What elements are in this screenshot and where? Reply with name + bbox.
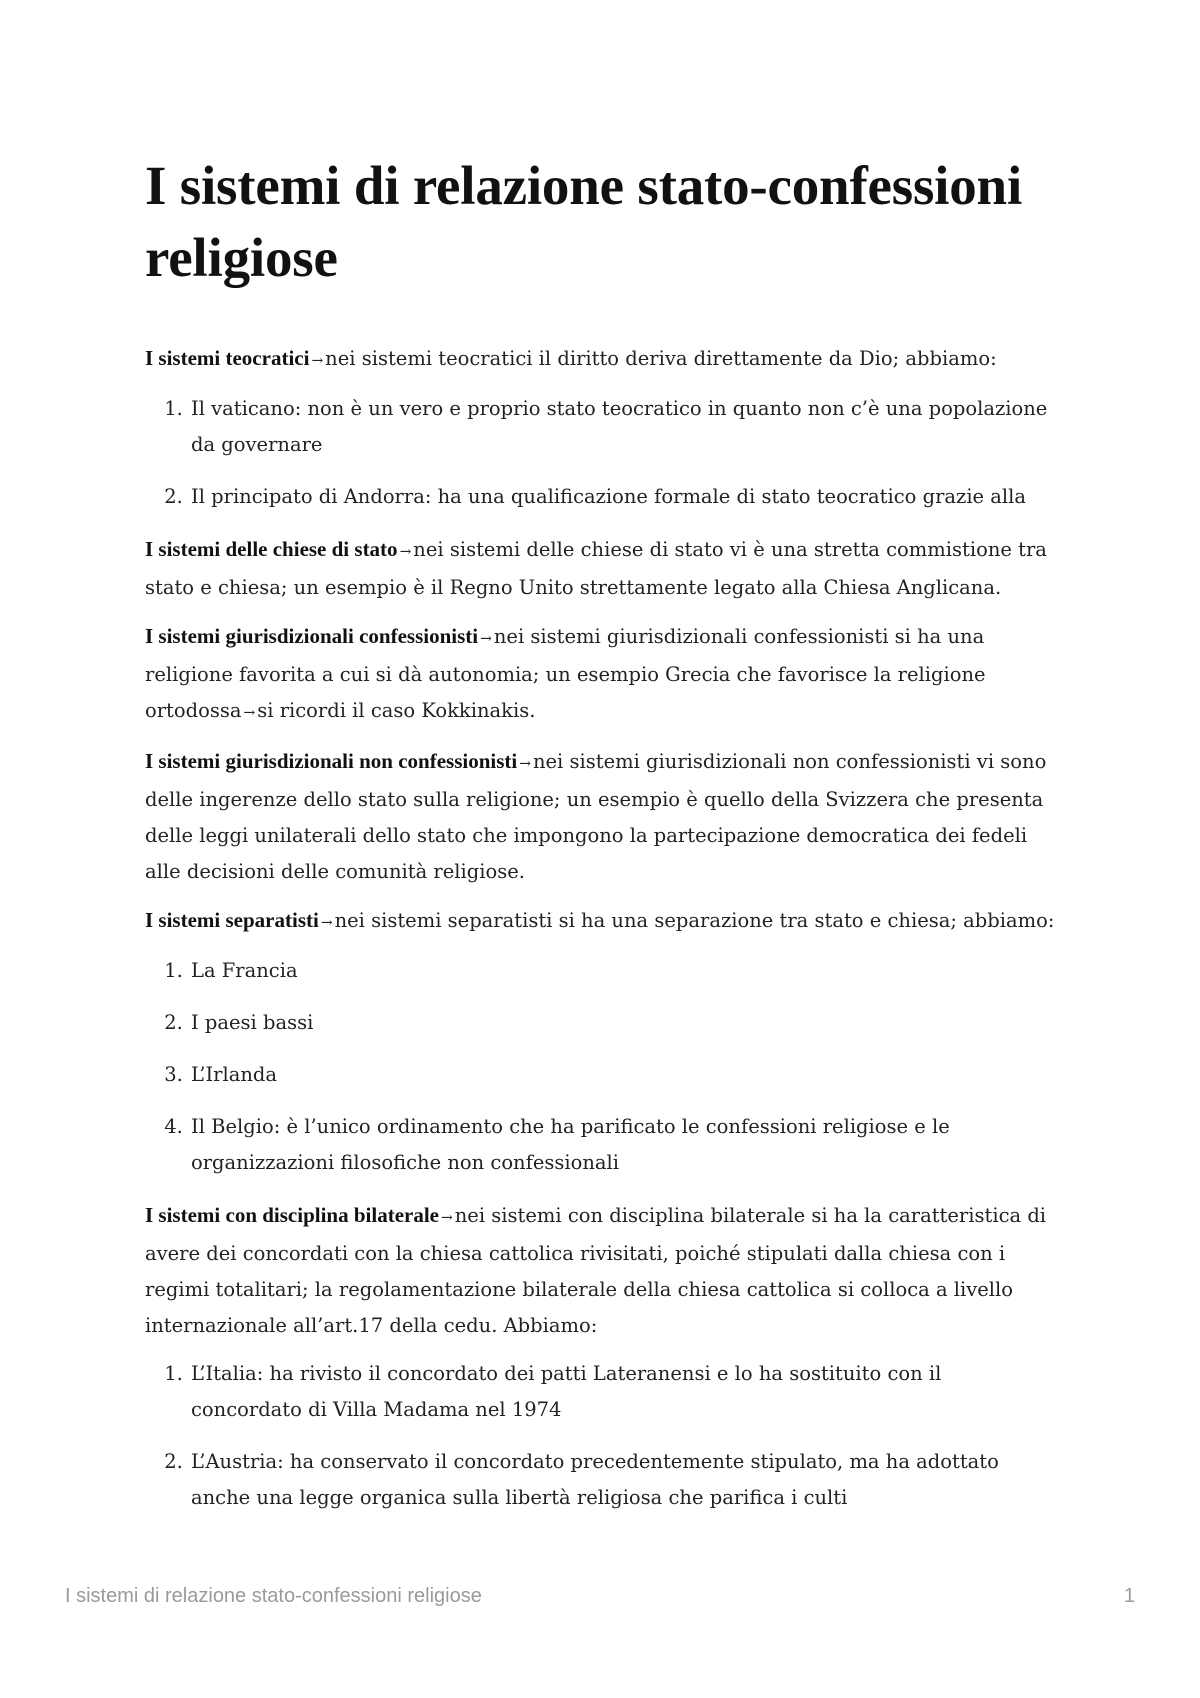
section-text: nei sistemi delle chiese di stato vi è una stretta commistione tra stato e chiesa; un esempio è il Regno Unito strettamente legato alla Chiesa Anglicana. bbox=[145, 538, 1047, 599]
page-number: 1 bbox=[1123, 1585, 1135, 1607]
section-separatisti bbox=[145, 902, 1055, 941]
section-lead: I sistemi giurisdizionali confessionisti bbox=[145, 624, 479, 648]
list-item: 2. I paesi bassi bbox=[189, 1005, 1055, 1041]
list-separatisti bbox=[145, 953, 1055, 1181]
page-title: I sistemi di relazione stato-confessioni religiose bbox=[145, 155, 1023, 288]
section-lead: I sistemi giurisdizionali non confessionisti bbox=[145, 749, 518, 773]
arrow-glyph: → bbox=[311, 353, 324, 369]
section-chiese-di-stato bbox=[145, 531, 1055, 606]
arrow-glyph: → bbox=[243, 705, 256, 721]
list-teocratici bbox=[145, 391, 1055, 515]
section-lead: I sistemi delle chiese di stato bbox=[145, 537, 398, 561]
page-footer bbox=[65, 1585, 1135, 1608]
section-text: nei sistemi teocratici il diritto deriva direttamente da Dio; abbiamo: bbox=[325, 347, 997, 370]
section-bilaterale bbox=[145, 1197, 1055, 1344]
arrow-glyph: → bbox=[320, 915, 333, 931]
arrow-glyph: → bbox=[441, 1210, 453, 1226]
list-item: 2. L’Austria: ha conservato il concordato precedentemente stipulato, ma ha adottato anche una legge organica sulla libertà religiosa che parifica i culti bbox=[189, 1444, 1055, 1516]
section-lead: I sistemi teocratici bbox=[145, 346, 310, 370]
list-item: 2. Il principato di Andorra: ha una qualificazione formale di stato teocratico grazie alla bbox=[189, 479, 1055, 515]
arrow-glyph: → bbox=[480, 631, 492, 647]
list-item: 3. L’Irlanda bbox=[189, 1057, 1055, 1093]
list-item: 1. La Francia bbox=[189, 953, 1055, 989]
section-teocratici bbox=[145, 340, 1055, 379]
arrow-glyph: → bbox=[519, 756, 531, 772]
list-item: 1. L’Italia: ha rivisto il concordato dei patti Lateranensi e lo ha sostituito con il concordato di Villa Madama nel 1974 bbox=[189, 1356, 1055, 1428]
arrow-glyph: → bbox=[399, 544, 412, 560]
section-giurisdizionali-non-confessionisti bbox=[145, 743, 1055, 890]
section-lead: I sistemi separatisti bbox=[145, 908, 319, 932]
list-bilaterale bbox=[145, 1356, 1055, 1516]
section-lead: I sistemi con disciplina bilaterale bbox=[145, 1203, 439, 1227]
footer-title: I sistemi di relazione stato-confessioni religiose bbox=[65, 1585, 482, 1607]
list-item: 1. Il vaticano: non è un vero e proprio stato teocratico in quanto non c’è una popolazione da governare bbox=[189, 391, 1055, 463]
list-item: 4. Il Belgio: è l’unico ordinamento che ha parificato le confessioni religiose e le organizzazioni filosofiche non confessionali bbox=[189, 1109, 1055, 1181]
section-giurisdizionali-confessionisti bbox=[145, 618, 1055, 731]
section-text: nei sistemi separatisti si ha una separazione tra stato e chiesa; abbiamo: bbox=[334, 909, 1055, 932]
section-text-after-arrow: si ricordi il caso Kokkinakis. bbox=[257, 699, 536, 722]
section-text: nei sistemi giurisdizionali non confessionisti vi sono delle ingerenze dello stato sulla religione; un esempio è quello della Svizzera che presenta delle leggi unilaterali dello stato che impongono la partecipazione democratica dei fedeli alle decisioni delle comunità religiose. bbox=[145, 750, 1047, 883]
section-text: nei sistemi con disciplina bilaterale si ha la caratteristica di avere dei concordati con la chiesa cattolica rivisitati, poiché stipulati dalla chiesa con i regimi totalitari; la regolamentazione bilaterale della chiesa cattolica si colloca a livello internazionale all’art.17 della cedu. Abbiamo: bbox=[145, 1204, 1047, 1337]
section-text: nei sistemi giurisdizionali confessionisti si ha una religione favorita a cui si dà autonomia; un esempio Grecia che favorisce la religione ortodossa bbox=[145, 625, 986, 722]
